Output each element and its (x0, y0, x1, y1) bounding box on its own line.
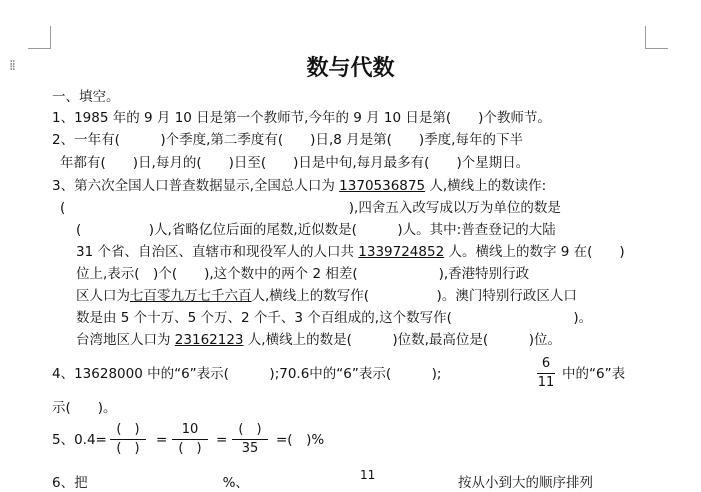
q5-fraction-3-denominator: 35 (241, 441, 259, 456)
q4-fraction (537, 356, 555, 391)
question-4-part-1: 4、13628000 中的“6”表示( );70.6中的“6”表示( ); (52, 366, 442, 382)
question-3-line-1 (52, 177, 546, 195)
fraction-bar (232, 439, 268, 440)
q5-fraction-1-numerator: ( ) (116, 422, 140, 437)
question-3-line-4 (76, 243, 625, 261)
fraction-bar (110, 439, 146, 440)
q3-text: 31 个省、自治区、直辖市和现役军人的人口共 (76, 244, 359, 260)
q3-text: 3、第六次全国人口普查数据显示,全国总人口为 (52, 178, 340, 194)
question-2-line-1: 2、一年有( )个季度,第二季度有( )日,8 月是第( )季度,每年的下半 (52, 132, 523, 148)
q5-fraction-3 (232, 422, 268, 457)
question-2-line-2: 年都有( )日,每月的( )日至( )日是中旬,每月最多有( )个星期日。 (60, 155, 530, 171)
question-6-partial-tail: 按从小到大的顺序排列 (458, 475, 593, 491)
q3-text: 人,横线上的数读作: (425, 178, 547, 194)
question-4-part-2: 中的“6”表 (562, 366, 626, 382)
q5-fraction-2 (172, 422, 208, 457)
q5-fraction-1-denominator: ( ) (116, 441, 140, 456)
q4-fraction-numerator: 6 (541, 356, 551, 371)
question-5-tail: =( )% (276, 432, 325, 448)
question-4-line-2: 示( )。 (52, 400, 117, 416)
q6-fraction-numerator: 11 (360, 468, 376, 482)
q5-fraction-2-denominator: ( ) (178, 441, 202, 456)
total-population: 1370536875 (339, 178, 426, 194)
drag-handle-icon[interactable]: ⁞⁞ (9, 58, 14, 74)
question-3-line-2: ( ),四舍五入改写成以万为单位的数是 (60, 200, 561, 216)
hk-population: 七百零九万七千六百 (130, 288, 252, 304)
mainland-population: 1339724852 (358, 244, 445, 260)
question-3-line-7: 数是由 5 个十万、5 个万、2 个千、3 个百组成的,这个数写作( )。 (76, 310, 593, 326)
taiwan-population: 23162123 (174, 332, 244, 348)
q3-text: 台湾地区人口为 (76, 332, 175, 348)
q5-fraction-2-numerator: 10 (181, 422, 199, 437)
q5-fraction-1 (110, 422, 146, 457)
question-3-line-5: 位上,表示( )个( ),这个数中的两个 2 相差( ),香港特别行政 (76, 266, 530, 282)
question-3-line-3: ( )人,省略亿位后面的尾数,近似数是( )人。其中:普查登记的大陆 (76, 222, 556, 238)
equals-sign: = (156, 432, 168, 448)
question-5-lead: 5、0.4= (52, 432, 107, 448)
page-corner-mark-top-left (28, 26, 51, 49)
q4-fraction-denominator: 11 (537, 375, 555, 390)
question-3-line-8 (76, 331, 561, 349)
fraction-bar (537, 373, 555, 374)
q3-text: 人。横线上的数字 9 在( ) (444, 244, 625, 260)
question-6-partial: 6、把 %、 (52, 475, 249, 491)
section-heading: 一、填空。 (52, 89, 120, 105)
q5-fraction-3-numerator: ( ) (238, 422, 262, 437)
equals-sign: = (216, 432, 228, 448)
q3-text: 区人口为 (76, 288, 130, 304)
q3-text: 人,横线上的数写作( )。澳门特别行政区人口 (251, 288, 577, 304)
question-1: 1、1985 年的 9 月 10 日是第一个教师节,今年的 9 月 10 日是第( )个教师节。 (52, 110, 551, 126)
q3-text: 人,横线上的数是( )位数,最高位是( )位。 (243, 332, 561, 348)
fraction-bar (172, 439, 208, 440)
page-title: 数与代数 (306, 55, 395, 81)
page-corner-mark-top-right (645, 26, 668, 49)
question-3-line-6 (76, 287, 577, 305)
